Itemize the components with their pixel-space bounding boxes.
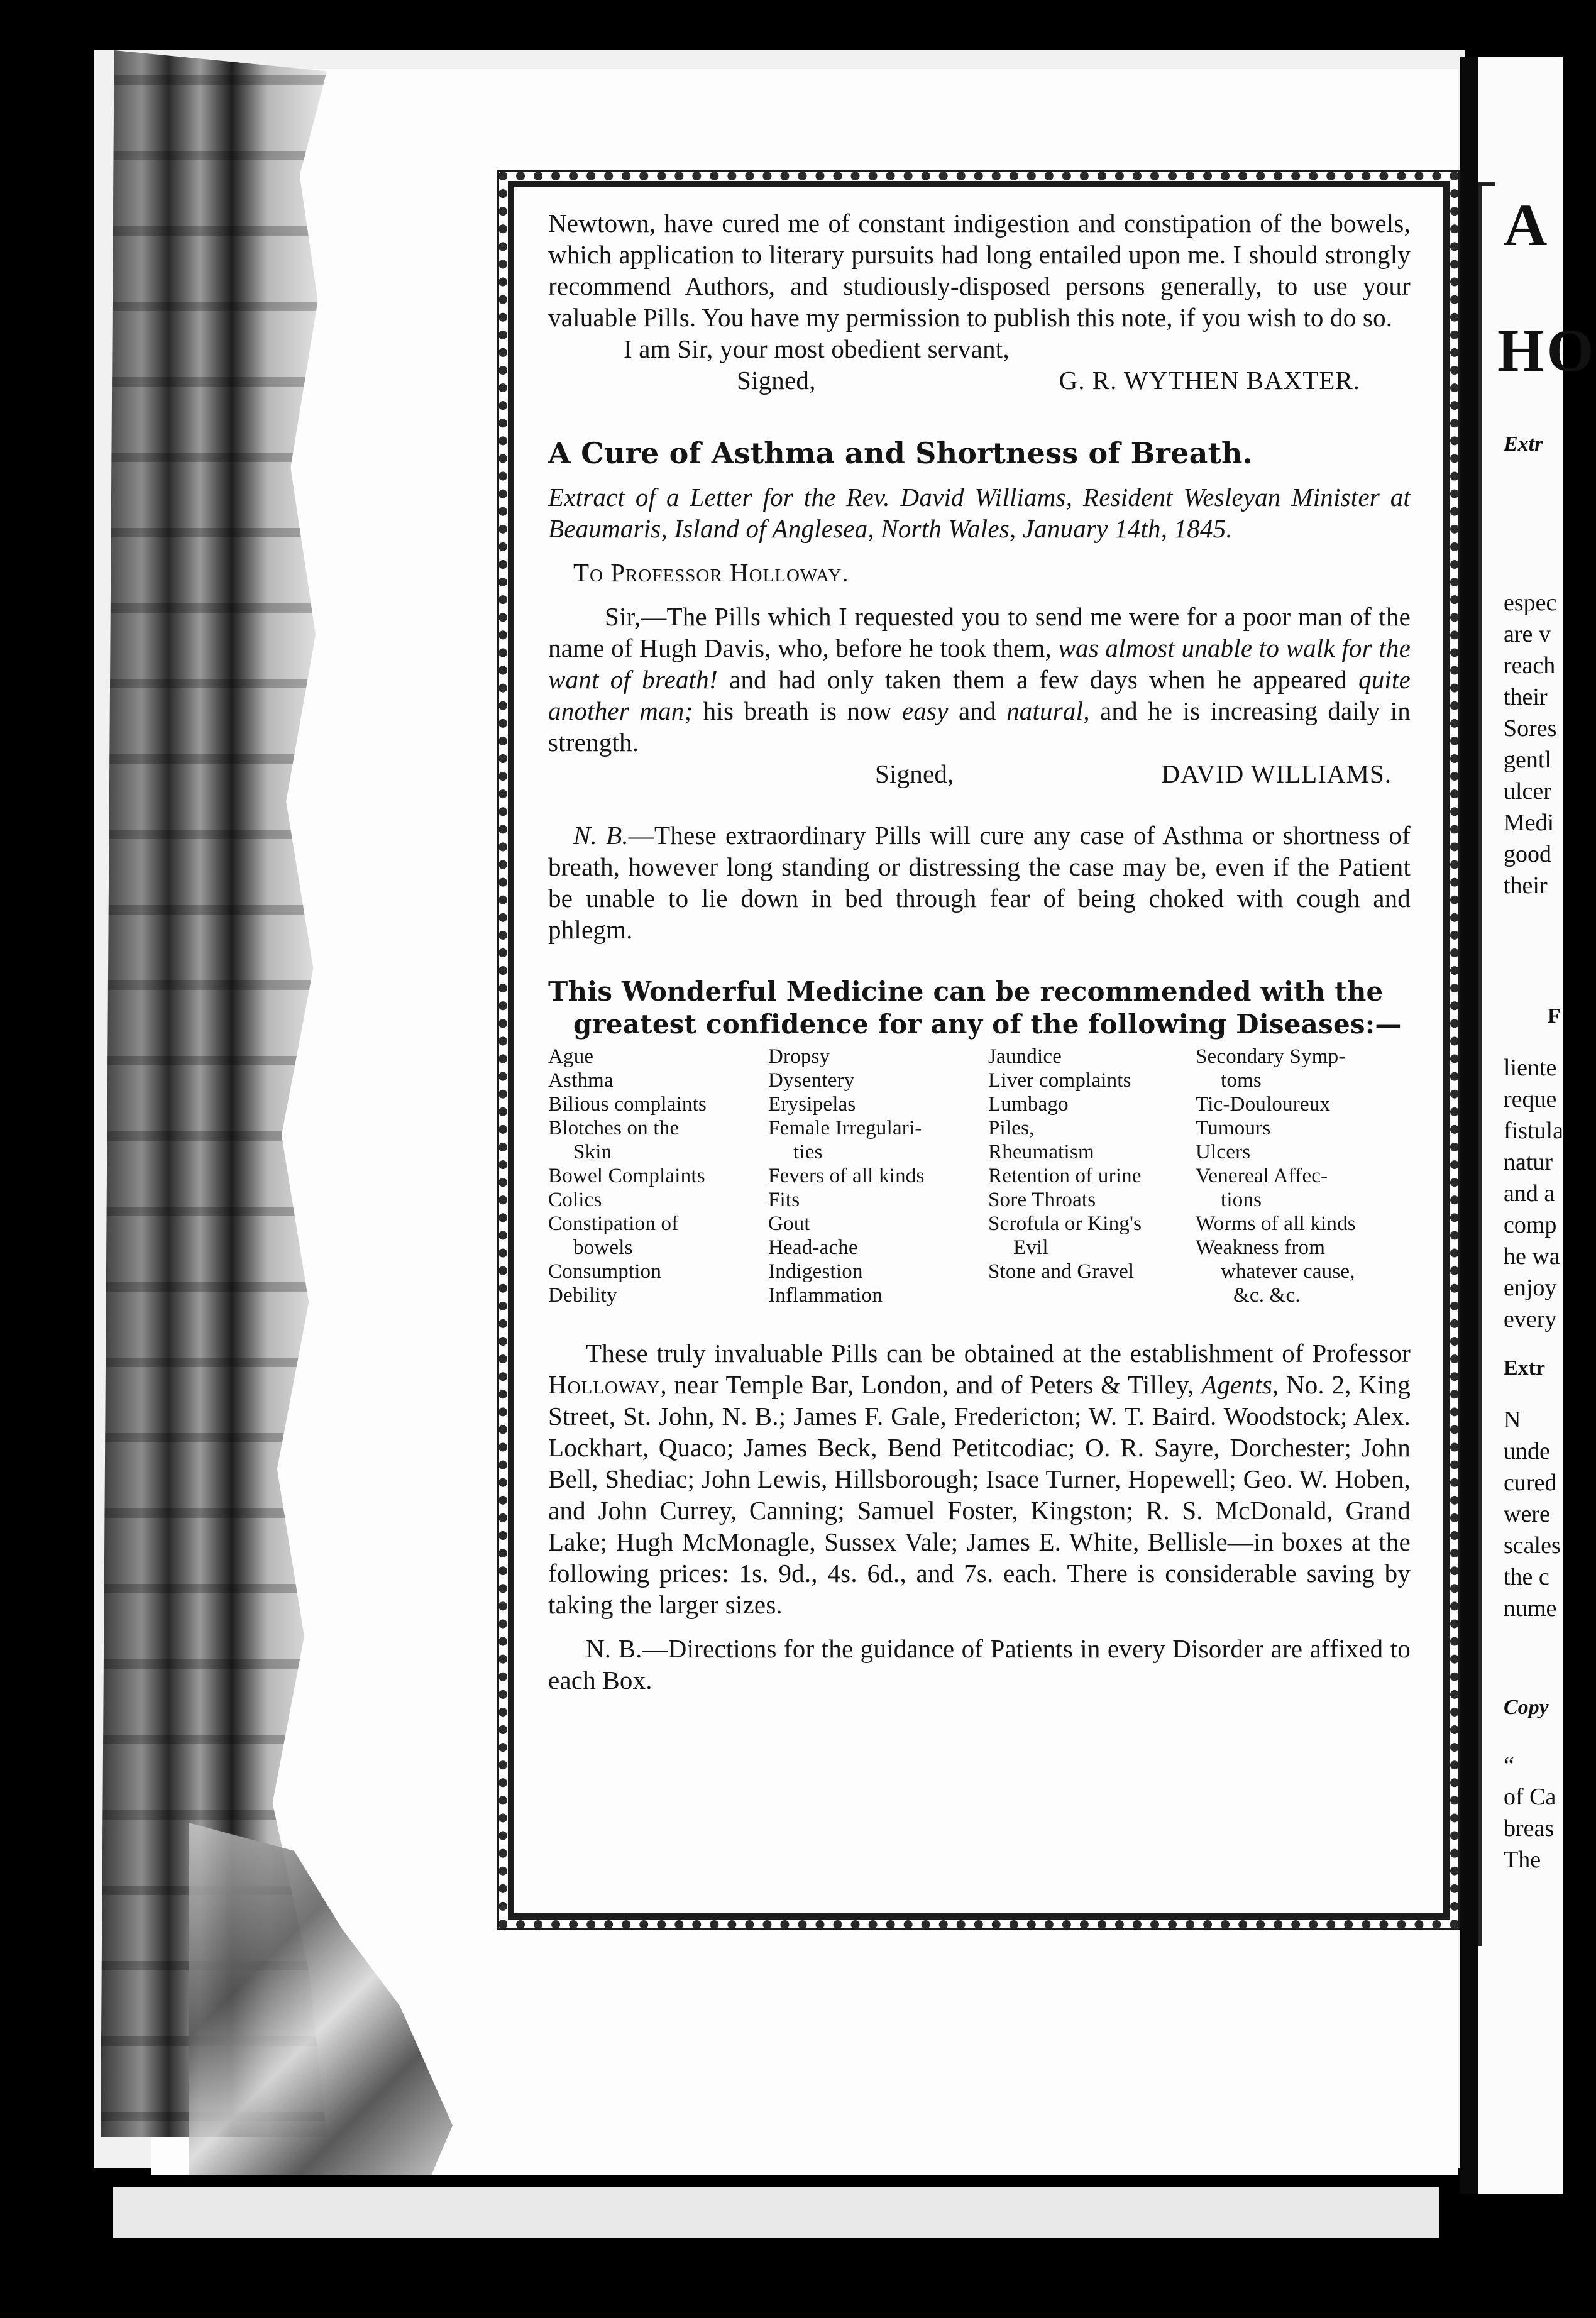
disease-item: Scrofula or King's <box>988 1212 1142 1235</box>
adjacent-line-fragment: gentl <box>1504 747 1551 773</box>
disease-item: Blotches on the <box>548 1117 680 1140</box>
disease-item: Bilious complaints <box>548 1093 707 1116</box>
adjacent-title-fragment: A <box>1504 191 1550 258</box>
letter-closing: I am Sir, your most obedient servant, <box>624 334 1010 363</box>
adjacent-line-fragment: good <box>1504 841 1551 867</box>
adjacent-copy-fragment: Copy <box>1504 1696 1549 1719</box>
adjacent-line-fragment: N <box>1504 1407 1521 1433</box>
diseases-list <box>548 1045 1411 1307</box>
adjacent-line-fragment: Sores <box>1504 715 1557 742</box>
disease-item: Rheumatism <box>988 1141 1094 1163</box>
diseases-column-2 <box>768 1045 988 1307</box>
adjacent-line-fragment: liente <box>1504 1055 1557 1081</box>
body-text-5: and he is increasing daily in strength. <box>548 696 1411 757</box>
disease-item: Worms of all kinds <box>1196 1212 1356 1235</box>
adjacent-line-fragment: fistula <box>1504 1118 1563 1144</box>
body-emphasis-4: natural, <box>1006 696 1090 725</box>
disease-item: Fevers of all kinds <box>768 1165 925 1187</box>
disease-item: Erysipelas <box>768 1093 856 1116</box>
body-text-2: and had only taken them a few days when he appeared <box>717 665 1359 694</box>
adjacent-line-fragment: of Ca <box>1504 1784 1556 1810</box>
nb-text: —These extraordinary Pills will cure any case of Asthma or shortness of breath, however long standing or distressing the case may be, even if the Patient be unable to lie down in bed through fear of being choked with cough and phlegm. <box>548 821 1411 944</box>
nb-label: N. B. <box>573 821 629 850</box>
disease-item: Ague <box>548 1045 594 1068</box>
adjacent-page-border <box>1478 182 1495 1946</box>
adjacent-line-fragment: ulcer <box>1504 778 1551 805</box>
adjacent-heading-fragment: HO <box>1497 317 1596 384</box>
page-bottom-strip <box>113 2187 1439 2238</box>
disease-item: whatever cause, <box>1221 1260 1355 1283</box>
disease-item: ties <box>793 1141 823 1163</box>
disease-item: Venereal Affec- <box>1196 1165 1328 1187</box>
final-nota-bene: N. B.—Directions for the guidance of Patients in every Disorder are affixed to each Box. <box>548 1634 1411 1695</box>
disease-item: Bowel Complaints <box>548 1165 705 1187</box>
adjacent-line-fragment: their <box>1504 684 1548 710</box>
disease-item: Weakness from <box>1196 1236 1326 1259</box>
signed-label: Signed, <box>737 366 816 395</box>
disease-item: Liver complaints <box>988 1069 1131 1092</box>
disease-item: Retention of urine <box>988 1165 1142 1187</box>
disease-item: Asthma <box>548 1069 614 1092</box>
diseases-heading-line-2: greatest confidence for any of the following Diseases:— <box>573 1009 1402 1040</box>
agents-text-3: , No. 2, King Street, St. John, N. B.; James F. Gale, Fredericton; W. T. Baird. Woodstock; Alex. Lockhart, Quaco; James Beck, Bend Petitcodiac; O. R. Sayre, Dorchester; John Bell, Shediac; John Lewis, Hillsborough; Isace Turner, Hopewell; Geo. W. Hoben, and John Currey, Canning; Samuel Foster, Kingston; R. S. McDonald, Grand Lake; Hugh McMonagle, Sussex Vale; James E. White, Bellisle—in boxes at the following prices: 1s. 9d., 4s. 6d., and 7s. each. There is considerable saving by taking the larger sizes. <box>548 1370 1411 1619</box>
disease-item: Stone and Gravel <box>988 1260 1135 1283</box>
letter-salutation: To Professor Holloway. <box>573 558 849 587</box>
body-emphasis-2: quite another man; <box>548 665 1411 725</box>
adjacent-page <box>1478 57 1596 2194</box>
disease-item: Ulcers <box>1196 1141 1251 1163</box>
disease-item: Lumbago <box>988 1093 1069 1116</box>
signature-row <box>548 365 1411 396</box>
diseases-column-1 <box>548 1045 768 1307</box>
adjacent-line-fragment: he wa <box>1504 1243 1560 1270</box>
agents-holloway: Holloway <box>548 1370 661 1399</box>
disease-item: Skin <box>573 1141 612 1163</box>
body-text-1: Sir,—The Pills which I requested you to send me were for a poor man of the name of Hugh Davis, who, before he took them, <box>548 602 1411 662</box>
adjacent-line-fragment: comp <box>1504 1212 1557 1238</box>
agents-text-2: , near Temple Bar, London, and of Peters & Tilley, <box>660 1370 1202 1399</box>
adjacent-line-fragment: Medi <box>1504 810 1555 836</box>
body-emphasis-1: was almost unable to walk for the want of breath! <box>548 634 1411 694</box>
disease-item: toms <box>1221 1069 1262 1092</box>
testimonial-paragraph: Newtown, have cured me of constant indigestion and constipation of the bowels, which application to literary pursuits had long entailed upon me. I should strongly recommend Authors, and studiously-disposed persons generally, to use your valuable Pills. You have my permission to publish this note, if you wish to do so. <box>548 209 1411 332</box>
adjacent-line-fragment: cured <box>1504 1469 1557 1496</box>
asthma-signer-name: DAVID WILLIAMS. <box>1161 759 1392 788</box>
disease-item: Evil <box>1013 1236 1048 1259</box>
disease-item: Piles, <box>988 1117 1035 1140</box>
adjacent-line-fragment: nume <box>1504 1595 1557 1622</box>
disease-item: Gout <box>768 1212 810 1235</box>
body-text-3: his breath is now <box>693 696 902 725</box>
disease-item: Tumours <box>1196 1117 1271 1140</box>
disease-item: Tic-Douloureux <box>1196 1093 1331 1116</box>
adjacent-line-fragment: the c <box>1504 1564 1549 1590</box>
adjacent-line-fragment: their <box>1504 872 1548 899</box>
disease-item: Head-ache <box>768 1236 858 1259</box>
agents-text-1: These truly invaluable Pills can be obtained at the establishment of Professor <box>586 1339 1411 1368</box>
disease-item: Consumption <box>548 1260 662 1283</box>
disease-item: Dropsy <box>768 1045 830 1068</box>
adjacent-line-fragment: breas <box>1504 1815 1555 1842</box>
disease-item: Indigestion <box>768 1260 863 1283</box>
disease-item: Secondary Symp- <box>1196 1045 1346 1068</box>
adjacent-line-fragment: espec <box>1504 590 1557 616</box>
adjacent-extract-fragment: Extr <box>1504 432 1543 456</box>
body-text-4: and <box>948 696 1007 725</box>
adjacent-line-fragment: “ <box>1504 1752 1514 1779</box>
diseases-heading-line-1: This Wonderful Medicine can be recommended with the <box>548 976 1384 1007</box>
asthma-signed-label: Signed, <box>875 759 954 788</box>
body-emphasis-3: easy <box>901 696 949 725</box>
gutter <box>1460 57 1478 2194</box>
adjacent-line-fragment: were <box>1504 1501 1550 1527</box>
disease-item: Debility <box>548 1284 617 1307</box>
diseases-column-3 <box>988 1045 1196 1307</box>
asthma-letter-body <box>548 601 1411 758</box>
adjacent-line-fragment: unde <box>1504 1438 1550 1464</box>
disease-item: Dysentery <box>768 1069 855 1092</box>
asthma-heading: A Cure of Asthma and Shortness of Breath. <box>548 436 1253 470</box>
asthma-signature-row <box>548 758 1411 789</box>
disease-item: Jaundice <box>988 1045 1062 1068</box>
adjacent-line-fragment: The <box>1504 1847 1541 1873</box>
signer-name: G. R. WYTHEN BAXTER. <box>1059 366 1360 395</box>
disease-item: Colics <box>548 1189 602 1211</box>
diseases-column-4 <box>1196 1045 1411 1307</box>
advertisement-column <box>548 207 1411 1696</box>
asthma-nota-bene <box>548 820 1411 945</box>
adjacent-line-fragment: enjoy <box>1504 1275 1557 1301</box>
adjacent-line-fragment: natur <box>1504 1149 1553 1175</box>
adjacent-line-fragment: and a <box>1504 1180 1555 1207</box>
diseases-heading <box>548 975 1411 1041</box>
letter-extract-caption: Extract of a Letter for the Rev. David Williams, Resident Wesleyan Minister at Beaumaris, Island of Anglesea, North Wales, January 14th, 1845. <box>548 483 1411 543</box>
adjacent-line-fragment: reach <box>1504 652 1556 679</box>
disease-item: Constipation of <box>548 1212 679 1235</box>
adjacent-extract-fragment-2: Extr <box>1504 1356 1546 1380</box>
adjacent-line-fragment: every <box>1504 1306 1557 1332</box>
disease-item: Female Irregulari- <box>768 1117 922 1140</box>
disease-item: Inflammation <box>768 1284 883 1307</box>
disease-item: bowels <box>573 1236 633 1259</box>
disease-item: tions <box>1221 1189 1262 1211</box>
adjacent-letter-f: F <box>1548 1004 1561 1028</box>
agents-paragraph <box>548 1338 1411 1620</box>
disease-item: Fits <box>768 1189 800 1211</box>
adjacent-line-fragment: scales <box>1504 1532 1561 1559</box>
agents-word: Agents <box>1201 1370 1272 1399</box>
adjacent-line-fragment: are v <box>1504 621 1551 647</box>
disease-item: Sore Throats <box>988 1189 1096 1211</box>
disease-item: &c. &c. <box>1233 1284 1301 1307</box>
adjacent-line-fragment: reque <box>1504 1086 1557 1112</box>
